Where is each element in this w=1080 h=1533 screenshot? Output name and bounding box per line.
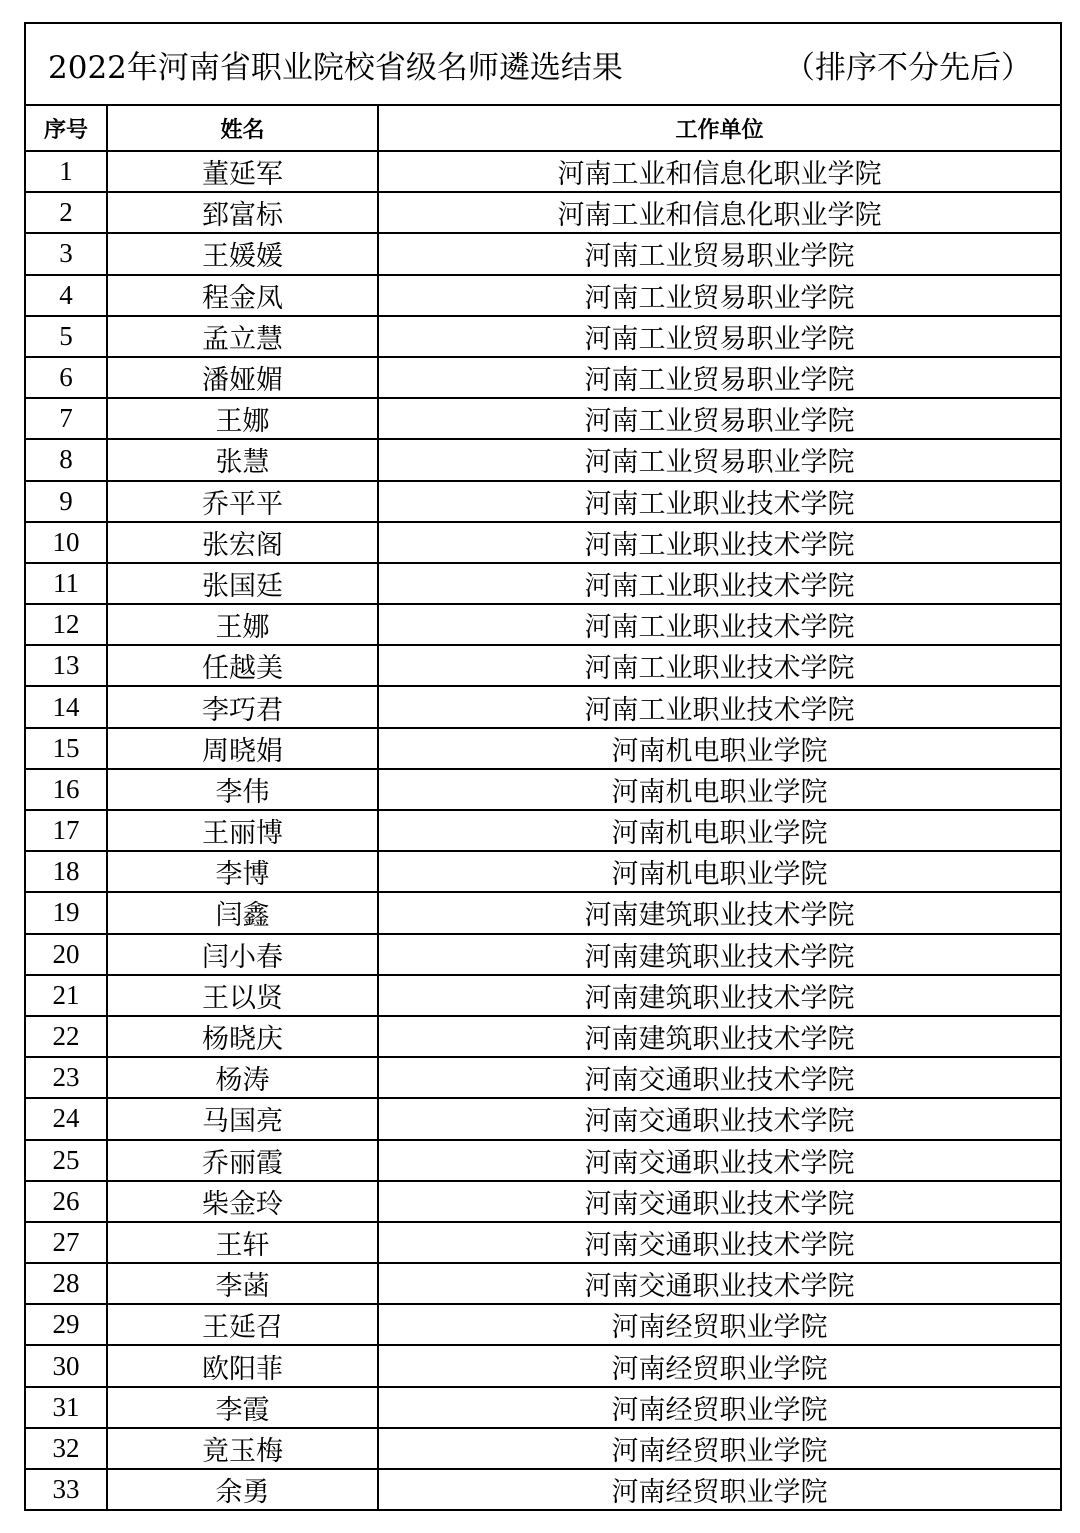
row-index: 3	[26, 233, 107, 274]
row-name: 王以贤	[107, 975, 378, 1016]
row-index: 29	[26, 1304, 107, 1345]
row-employer: 河南工业贸易职业学院	[378, 233, 1060, 274]
document-title: 2022年河南省职业院校省级名师遴选结果	[48, 49, 623, 86]
table-row	[26, 1387, 1060, 1428]
table-row	[26, 233, 1060, 274]
row-index: 8	[26, 439, 107, 480]
row-employer: 河南建筑职业技术学院	[378, 934, 1060, 975]
row-name: 张宏阁	[107, 522, 378, 563]
table-row	[26, 1428, 1060, 1469]
row-index: 24	[26, 1098, 107, 1139]
table-row	[26, 1345, 1060, 1386]
row-name: 张慧	[107, 439, 378, 480]
table-row	[26, 1057, 1060, 1098]
table-row	[26, 151, 1060, 192]
row-index: 19	[26, 892, 107, 933]
row-name: 王轩	[107, 1222, 378, 1263]
table-row	[26, 645, 1060, 686]
table-row	[26, 1304, 1060, 1345]
row-index: 10	[26, 522, 107, 563]
row-name: 李博	[107, 851, 378, 892]
row-employer: 河南经贸职业学院	[378, 1304, 1060, 1345]
table-row	[26, 851, 1060, 892]
header-name: 姓名	[107, 106, 378, 151]
row-employer: 河南建筑职业技术学院	[378, 975, 1060, 1016]
row-index: 16	[26, 769, 107, 810]
row-index: 30	[26, 1345, 107, 1386]
row-index: 9	[26, 481, 107, 522]
table-row	[26, 892, 1060, 933]
row-employer: 河南经贸职业学院	[378, 1345, 1060, 1386]
table-row	[26, 1469, 1060, 1510]
row-employer: 河南工业职业技术学院	[378, 522, 1060, 563]
row-name: 竟玉梅	[107, 1428, 378, 1469]
row-employer: 河南机电职业学院	[378, 728, 1060, 769]
row-index: 23	[26, 1057, 107, 1098]
table-row	[26, 439, 1060, 480]
row-employer: 河南建筑职业技术学院	[378, 892, 1060, 933]
row-index: 11	[26, 563, 107, 604]
row-name: 李伟	[107, 769, 378, 810]
row-employer: 河南工业和信息化职业学院	[378, 192, 1060, 233]
row-name: 潘娅媚	[107, 357, 378, 398]
table-row	[26, 975, 1060, 1016]
row-index: 22	[26, 1016, 107, 1057]
row-name: 王丽博	[107, 810, 378, 851]
table-row	[26, 192, 1060, 233]
row-name: 闫小春	[107, 934, 378, 975]
table-row	[26, 522, 1060, 563]
table-row	[26, 1016, 1060, 1057]
row-name: 李巧君	[107, 686, 378, 727]
row-index: 12	[26, 604, 107, 645]
row-name: 郅富标	[107, 192, 378, 233]
table-row	[26, 1140, 1060, 1181]
row-index: 33	[26, 1469, 107, 1510]
row-index: 18	[26, 851, 107, 892]
row-employer: 河南工业职业技术学院	[378, 645, 1060, 686]
row-index: 27	[26, 1222, 107, 1263]
row-name: 杨晓庆	[107, 1016, 378, 1057]
row-index: 31	[26, 1387, 107, 1428]
row-name: 李霞	[107, 1387, 378, 1428]
row-name: 杨涛	[107, 1057, 378, 1098]
order-note: （排序不分先后）	[784, 49, 1032, 86]
row-name: 董延军	[107, 151, 378, 192]
row-employer: 河南交通职业技术学院	[378, 1222, 1060, 1263]
header-employer: 工作单位	[378, 106, 1060, 151]
table-body	[26, 151, 1060, 1510]
row-employer: 河南机电职业学院	[378, 810, 1060, 851]
table-row	[26, 316, 1060, 357]
table-row	[26, 1181, 1060, 1222]
row-employer: 河南工业职业技术学院	[378, 481, 1060, 522]
table-row	[26, 1263, 1060, 1304]
row-employer: 河南交通职业技术学院	[378, 1057, 1060, 1098]
row-employer: 河南交通职业技术学院	[378, 1140, 1060, 1181]
table-row	[26, 481, 1060, 522]
table-row	[26, 275, 1060, 316]
table-header-row	[26, 106, 1060, 151]
row-name: 李菡	[107, 1263, 378, 1304]
row-index: 2	[26, 192, 107, 233]
row-index: 21	[26, 975, 107, 1016]
row-index: 5	[26, 316, 107, 357]
results-table	[26, 106, 1060, 1511]
row-index: 1	[26, 151, 107, 192]
row-index: 14	[26, 686, 107, 727]
row-employer: 河南经贸职业学院	[378, 1387, 1060, 1428]
row-name: 乔平平	[107, 481, 378, 522]
row-employer: 河南机电职业学院	[378, 851, 1060, 892]
table-row	[26, 769, 1060, 810]
row-index: 32	[26, 1428, 107, 1469]
row-employer: 河南工业贸易职业学院	[378, 357, 1060, 398]
row-name: 闫鑫	[107, 892, 378, 933]
row-employer: 河南工业贸易职业学院	[378, 439, 1060, 480]
table-row	[26, 604, 1060, 645]
table-row	[26, 686, 1060, 727]
row-name: 王媛媛	[107, 233, 378, 274]
row-name: 任越美	[107, 645, 378, 686]
row-index: 6	[26, 357, 107, 398]
row-name: 王娜	[107, 604, 378, 645]
row-employer: 河南工业贸易职业学院	[378, 275, 1060, 316]
row-index: 25	[26, 1140, 107, 1181]
table-row	[26, 934, 1060, 975]
row-index: 28	[26, 1263, 107, 1304]
row-index: 4	[26, 275, 107, 316]
row-index: 13	[26, 645, 107, 686]
row-name: 柴金玲	[107, 1181, 378, 1222]
row-employer: 河南交通职业技术学院	[378, 1181, 1060, 1222]
row-employer: 河南工业和信息化职业学院	[378, 151, 1060, 192]
row-employer: 河南工业职业技术学院	[378, 686, 1060, 727]
table-row	[26, 357, 1060, 398]
row-name: 余勇	[107, 1469, 378, 1510]
row-name: 马国亮	[107, 1098, 378, 1139]
row-employer: 河南交通职业技术学院	[378, 1263, 1060, 1304]
row-index: 17	[26, 810, 107, 851]
row-name: 程金凤	[107, 275, 378, 316]
row-employer: 河南工业贸易职业学院	[378, 398, 1060, 439]
table-row	[26, 1222, 1060, 1263]
table-row	[26, 810, 1060, 851]
row-index: 20	[26, 934, 107, 975]
row-index: 26	[26, 1181, 107, 1222]
row-name: 乔丽霞	[107, 1140, 378, 1181]
row-name: 王娜	[107, 398, 378, 439]
title-row	[26, 24, 1060, 106]
row-employer: 河南交通职业技术学院	[378, 1098, 1060, 1139]
header-index: 序号	[26, 106, 107, 151]
row-employer: 河南建筑职业技术学院	[378, 1016, 1060, 1057]
row-name: 王延召	[107, 1304, 378, 1345]
row-employer: 河南工业职业技术学院	[378, 604, 1060, 645]
table-row	[26, 728, 1060, 769]
row-employer: 河南机电职业学院	[378, 769, 1060, 810]
row-name: 张国廷	[107, 563, 378, 604]
row-employer: 河南经贸职业学院	[378, 1428, 1060, 1469]
row-index: 7	[26, 398, 107, 439]
row-index: 15	[26, 728, 107, 769]
row-name: 欧阳菲	[107, 1345, 378, 1386]
table-row	[26, 1098, 1060, 1139]
row-employer: 河南工业职业技术学院	[378, 563, 1060, 604]
table-row	[26, 398, 1060, 439]
row-name: 孟立慧	[107, 316, 378, 357]
table-row	[26, 563, 1060, 604]
row-name: 周晓娟	[107, 728, 378, 769]
results-sheet	[24, 22, 1062, 1511]
row-employer: 河南工业贸易职业学院	[378, 316, 1060, 357]
row-employer: 河南经贸职业学院	[378, 1469, 1060, 1510]
